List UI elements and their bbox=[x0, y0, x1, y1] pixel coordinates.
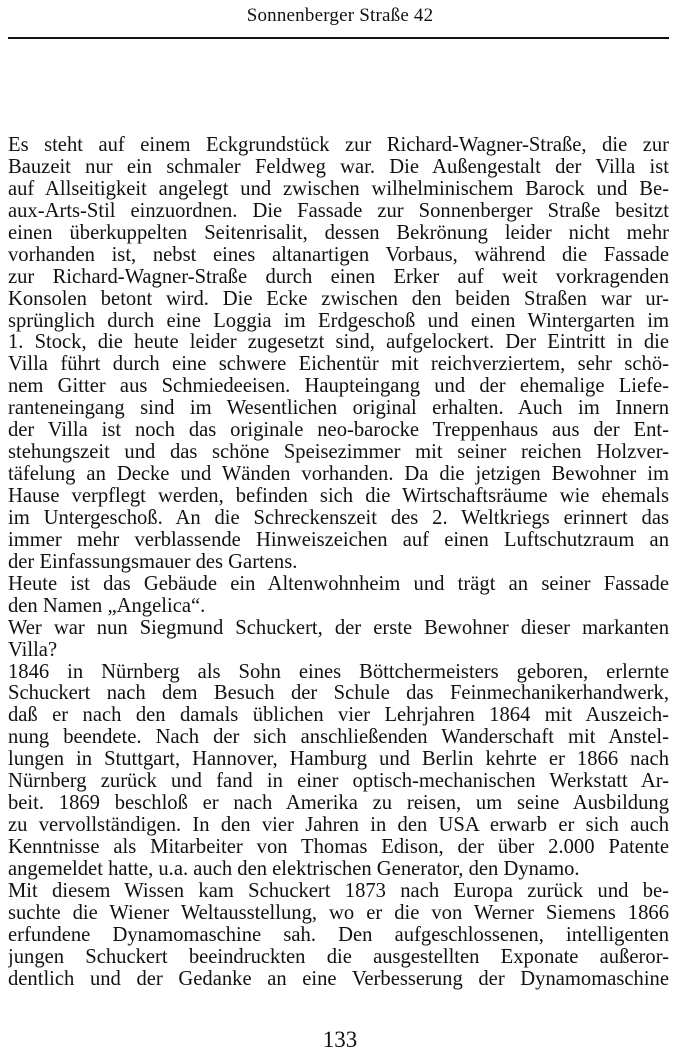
text-line: Mit diesem Wissen kam Schuckert 1873 nach Europa zurück und be- bbox=[8, 880, 669, 902]
text-line: der Einfassungsmauer des Gartens. bbox=[8, 551, 298, 573]
paragraph bbox=[8, 662, 669, 881]
text-line: Konsolen betont wird. Die Ecke zwischen den beiden Straßen war ur- bbox=[8, 288, 669, 310]
text-line: der Villa ist noch das originale neo-barocke Treppenhaus aus der Ent- bbox=[8, 420, 669, 442]
text-line: suchte die Wiener Weltausstellung, wo er die von Werner Siemens 1866 bbox=[8, 902, 669, 924]
header-rule bbox=[8, 37, 669, 39]
text-line: zur Richard-Wagner-Straße durch einen Erker auf weit vorkragenden bbox=[8, 266, 669, 288]
text-line: sprünglich durch eine Loggia im Erdgeschoß und einen Wintergarten im bbox=[8, 310, 669, 332]
text-line: den Namen „Angelica“. bbox=[8, 595, 206, 617]
text-line: beit. 1869 beschloß er nach Amerika zu reisen, um seine Ausbildung bbox=[8, 793, 669, 815]
text-line: lungen in Stuttgart, Hannover, Hamburg und Berlin kehrte er 1866 nach bbox=[8, 749, 669, 771]
text-line: auf Allseitigkeit angelegt und zwischen wilhelminischem Barock und Be- bbox=[8, 178, 669, 200]
paragraph bbox=[8, 881, 669, 991]
text-line: daß er nach den damals üblichen vier Lehrjahren 1864 mit Auszeich- bbox=[8, 705, 669, 727]
text-line: nung beendete. Nach der sich anschließenden Wanderschaft mit Anstel- bbox=[8, 727, 669, 749]
text-line: immer mehr verblassende Hinweiszeichen auf einen Luftschutzraum an bbox=[8, 529, 669, 551]
text-line: Schuckert nach dem Besuch der Schule das Feinmechanikerhandwerk, bbox=[8, 683, 669, 705]
text-line: Hause verpflegt werden, befinden sich die Wirtschaftsräume wie ehemals bbox=[8, 486, 669, 507]
text-line: Wer war nun Siegmund Schuckert, der erste Bewohner dieser markanten bbox=[8, 617, 669, 639]
body-text bbox=[8, 135, 669, 991]
text-line: erfundene Dynamomaschine sah. Den aufgeschlossenen, intelligenten bbox=[8, 924, 669, 946]
text-line: Es steht auf einem Eckgrundstück zur Richard-Wagner-Straße, die zur bbox=[8, 135, 669, 156]
text-line: im Untergeschoß. An die Schreckenszeit des 2. Weltkriegs erinnert das bbox=[8, 507, 669, 529]
text-line: zu vervollständigen. In den vier Jahren in den USA erwarb er sich auch bbox=[8, 815, 669, 837]
text-line: jungen Schuckert beeindruckten die ausgestellten Exponate außeror- bbox=[8, 946, 669, 968]
running-header: Sonnenberger Straße 42 bbox=[246, 5, 434, 26]
text-line: Bauzeit nur ein schmaler Feldweg war. Die Außengestalt der Villa ist bbox=[8, 156, 669, 178]
text-line: ranteneingang sind im Wesentlichen original erhalten. Auch im Innern bbox=[8, 398, 669, 420]
text-line: dentlich und der Gedanke an eine Verbesserung der Dynamomaschine bbox=[8, 968, 669, 990]
paragraph bbox=[8, 574, 669, 618]
text-line: Heute ist das Gebäude ein Altenwohnheim und trägt an seiner Fassade bbox=[8, 573, 669, 595]
text-line: angemeldet hatte, u.a. auch den elektrischen Generator, den Dynamo. bbox=[8, 858, 580, 880]
text-line: 1. Stock, die heute leider zugesetzt sind, aufgelockert. Der Eintritt in die bbox=[8, 332, 669, 354]
text-line: Kenntnisse als Mitarbeiter von Thomas Edison, der über 2.000 Patente bbox=[8, 837, 669, 858]
text-line: Villa führt durch eine schwere Eichentür mit reichverziertem, sehr schö- bbox=[8, 354, 669, 376]
text-line: Nürnberg zurück und fand in einer optisch-mechanischen Werkstatt Ar- bbox=[8, 771, 669, 793]
paragraph bbox=[8, 618, 669, 662]
page-number: 133 bbox=[322, 1027, 358, 1052]
text-line: nem Gitter aus Schmiedeeisen. Haupteingang und der ehemalige Liefe- bbox=[8, 376, 669, 398]
text-line: stehungszeit und das schöne Speisezimmer mit seiner reichen Holzver- bbox=[8, 442, 669, 464]
text-line: einen überkuppelten Seitenrisalit, dessen Bekrönung leider nicht mehr bbox=[8, 222, 669, 244]
text-line: aux-Arts-Stil einzuordnen. Die Fassade zur Sonnenberger Straße besitzt bbox=[8, 200, 669, 222]
paragraph bbox=[8, 135, 669, 574]
text-line: Villa? bbox=[8, 639, 58, 661]
text-line: 1846 in Nürnberg als Sohn eines Böttchermeisters geboren, erlernte bbox=[8, 661, 669, 683]
text-line: täfelung an Decke und Wänden vorhanden. Da die jetzigen Bewohner im bbox=[8, 464, 669, 486]
text-line: vorhanden ist, nebst eines altanartigen Vorbaus, während die Fassade bbox=[8, 244, 669, 266]
